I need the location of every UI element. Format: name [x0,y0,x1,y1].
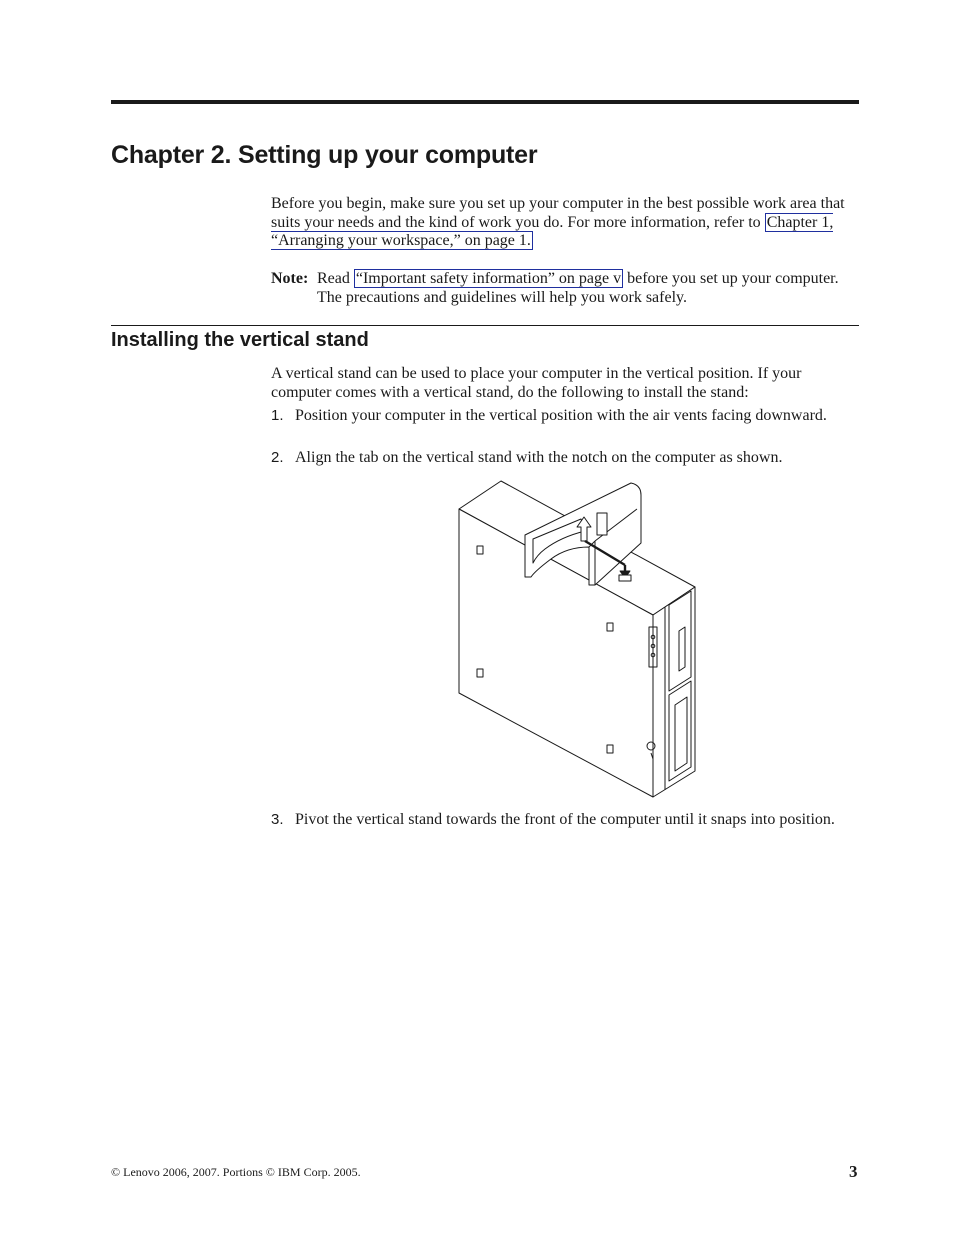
case-notch [619,575,631,581]
step-3 [271,811,846,830]
step-number: 3. [271,811,284,828]
note-label: Note: [271,270,309,287]
section-rule [111,325,859,326]
page-number: 3 [849,1162,858,1181]
section-intro: A vertical stand can be used to place your computer in the vertical position. If your computer comes with a vertical stand, do the following to install the stand: [271,365,802,401]
note-text-before: Read [317,270,354,287]
intro-paragraph [271,195,846,251]
stand-tab [597,513,607,535]
step-2 [271,449,846,468]
step-text: Pivot the vertical stand towards the front of the computer until it snaps into position. [295,811,835,828]
step-1 [271,407,846,426]
vertical-stand-illustration [455,479,699,799]
step-text: Align the tab on the vertical stand with the notch on the computer as shown. [295,449,783,466]
step-number: 1. [271,407,284,424]
footer-copyright: © Lenovo 2006, 2007. Portions © IBM Corp. 2005. [111,1165,361,1179]
step-text: Position your computer in the vertical position with the air vents facing downward. [295,407,827,424]
note-body [317,270,846,307]
section-title: Installing the vertical stand [111,329,369,351]
workspace-chapter-link[interactable]: Chapter 1, “Arranging your workspace,” on page 1. [271,213,834,249]
safety-note [271,270,846,307]
intro-text: Before you begin, make sure you set up your computer in the best possible work area that suits your needs and the kind of work you do. For more information, refer to [271,195,845,231]
chapter-top-rule [111,100,859,104]
step-number: 2. [271,449,284,466]
safety-information-link[interactable]: “Important safety information” on page v [355,270,622,287]
note-text-after: before you set up your computer. The precautions and guidelines will help you work safely. [317,270,839,306]
chapter-title: Chapter 2. Setting up your computer [111,141,538,169]
